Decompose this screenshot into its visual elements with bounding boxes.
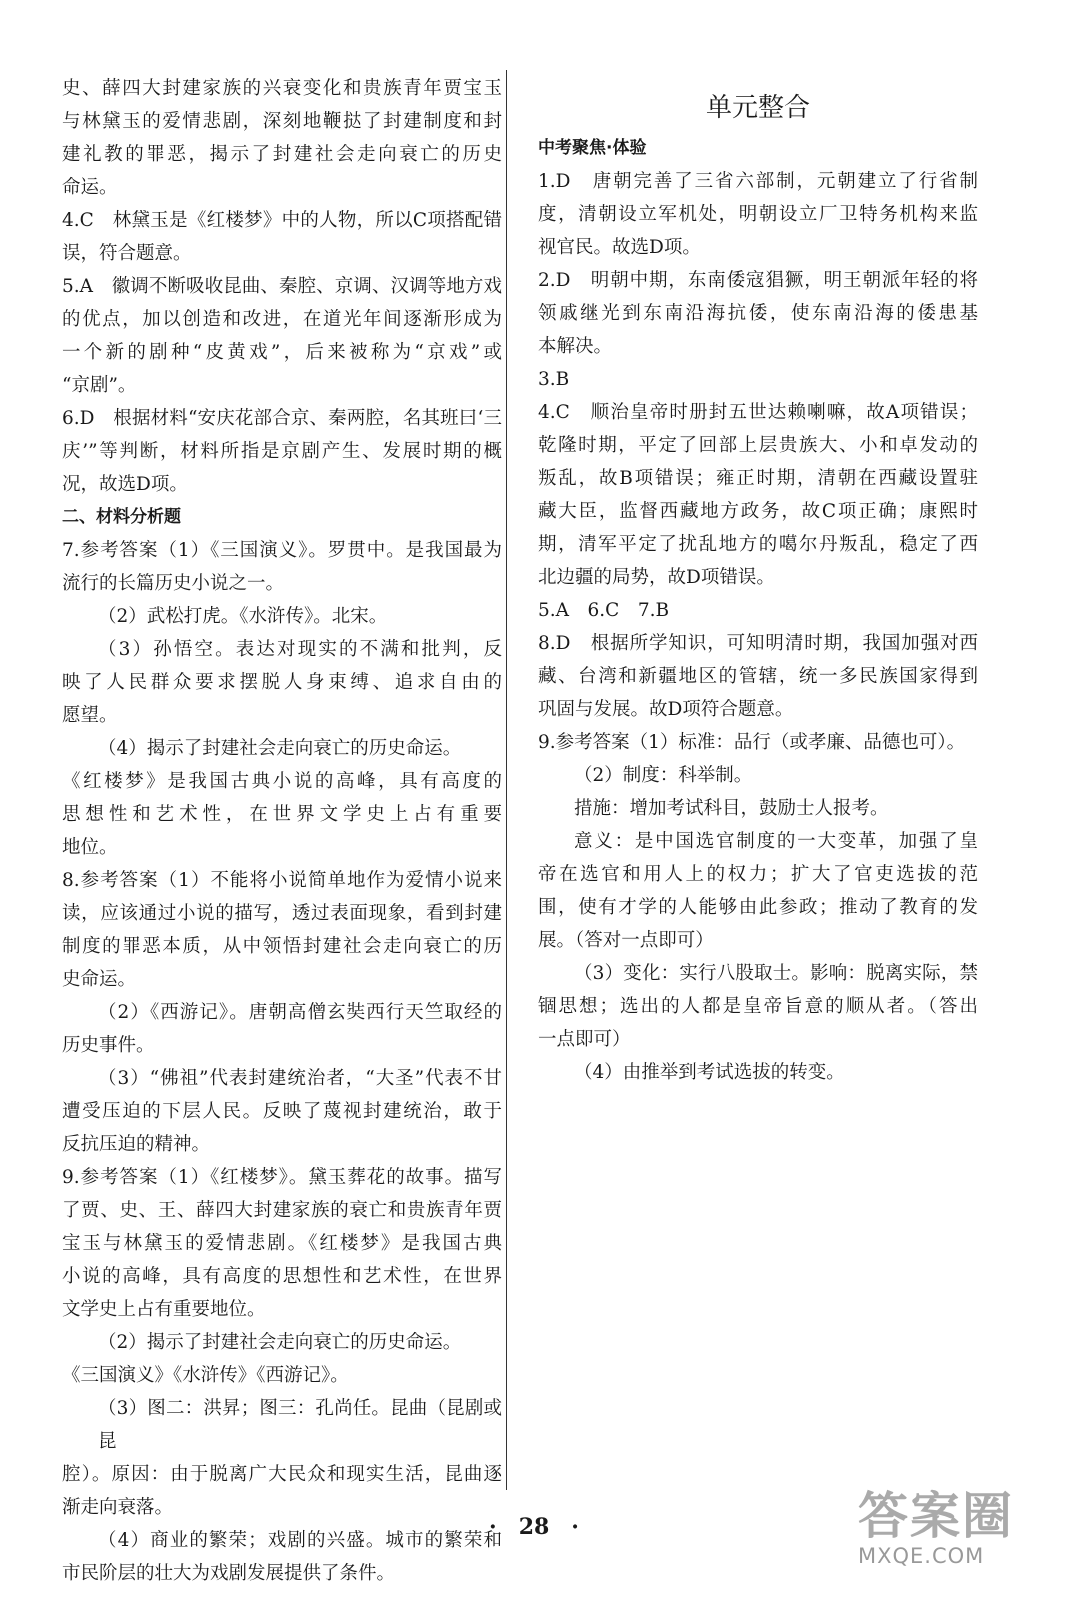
text-line: 5.A 6.C 7.B — [538, 600, 670, 621]
text-line: （3）孙悟空。表达对现实的不满和批判，反 — [98, 639, 502, 660]
text-line: 4.C 顺治皇帝时册封五世达赖喇嘛，故A项错误； — [538, 402, 978, 423]
text-line: 命运。 — [62, 177, 118, 198]
text-line: 锢思想；选出的人都是皇帝旨意的顺从者。（答出 — [538, 996, 978, 1017]
text-line: （2）武松打虎。《水浒传》。北宋。 — [98, 606, 388, 627]
text-line: 文学史上占有重要地位。 — [62, 1299, 266, 1320]
text-line: 历史事件。 — [62, 1035, 155, 1056]
text-line: 况，故选D项。 — [62, 474, 188, 495]
text-line: 思想性和艺术性，在世界文学史上占有重要 — [62, 804, 502, 825]
text-line: 史命运。 — [62, 969, 137, 990]
text-line: （4）由推举到考试选拔的转变。 — [574, 1062, 845, 1083]
text-line: （2）制度：科举制。 — [574, 765, 753, 786]
text-line: 展。（答对一点即可） — [538, 930, 714, 951]
text-line: 宝玉与林黛玉的爱情悲剧。《红楼梦》是我国古典 — [62, 1233, 502, 1254]
text-line: 措施：增加考试科目，鼓励士人报考。 — [574, 798, 889, 819]
text-line: 9.参考答案（1）《红楼梦》。黛玉葬花的故事。描写 — [62, 1167, 502, 1188]
text-line: （2）揭示了封建社会走向衰亡的历史命运。 — [98, 1332, 462, 1353]
text-line: （4）商业的繁荣；戏剧的兴盛。城市的繁荣和 — [98, 1530, 502, 1551]
text-line: 读，应该通过小说的描写，透过表面现象，看到封建 — [62, 903, 502, 924]
text-line: 的优点，加以创造和改进，在道光年间逐渐形成为 — [62, 309, 502, 330]
text-line: 《红楼梦》是我国古典小说的高峰，具有高度的 — [62, 771, 502, 792]
text-line: 渐走向衰落。 — [62, 1497, 174, 1518]
text-line: 7.参考答案（1）《三国演义》。罗贯中。是我国最为 — [62, 540, 502, 561]
text-line: 与林黛玉的爱情悲剧，深刻地鞭挞了封建制度和封 — [62, 111, 502, 132]
left-column — [62, 72, 502, 1590]
text-line: 《三国演义》《水浒传》《西游记》。 — [62, 1365, 349, 1386]
text-line: 地位。 — [62, 837, 118, 858]
text-line: 一点即可） — [538, 1029, 631, 1050]
text-line: 乾隆时期，平定了回部上层贵族大、小和卓发动的 — [538, 435, 978, 456]
text-line: 围，使有才学的人能够由此参政；推动了教育的发 — [538, 897, 978, 918]
text-line: 8.D 根据所学知识，可知明清时期，我国加强对西 — [538, 633, 978, 654]
right-column-body — [538, 132, 978, 1089]
text-line: 帝在选官和用人上的权力；扩大了官吏选拔的范 — [538, 864, 978, 885]
text-line: （2）《西游记》。唐朝高僧玄奘西行天竺取经的 — [98, 1002, 502, 1023]
text-line: （4）揭示了封建社会走向衰亡的历史命运。 — [98, 738, 462, 759]
text-line: 史、薛四大封建家族的兴衰变化和贵族青年贾宝玉 — [62, 78, 502, 99]
text-line: （3）图二：洪昇；图三：孔尚任。昆曲（昆剧或昆 — [98, 1398, 502, 1452]
text-line: 期，清军平定了扰乱地方的噶尔丹叛乱，稳定了西 — [538, 534, 978, 555]
text-line: 8.参考答案（1）不能将小说简单地作为爱情小说来 — [62, 870, 502, 891]
text-line: 藏、台湾和新疆地区的管辖，统一多民族国家得到 — [538, 666, 978, 687]
column-divider — [506, 70, 507, 1490]
text-line: 误，符合题意。 — [62, 243, 192, 264]
text-line: 度，清朝设立军机处，明朝设立厂卫特务机构来监 — [538, 204, 978, 225]
text-line: 2.D 明朝中期，东南倭寇猖獗，明王朝派年轻的将 — [538, 270, 978, 291]
text-line: 了贾、史、王、薛四大封建家族的衰亡和贵族青年贾 — [62, 1200, 502, 1221]
text-line: 领戚继光到东南沿海抗倭，使东南沿海的倭患基 — [538, 303, 978, 324]
text-line: 庆’”等判断，材料所指是京剧产生、发展时期的概 — [62, 441, 502, 462]
text-line: （3）变化：实行八股取士。影响：脱离实际，禁 — [574, 963, 978, 984]
text-line: 映了人民群众要求摆脱人身束缚、追求自由的 — [62, 672, 502, 693]
text-line: 1.D 唐朝完善了三省六部制，元朝建立了行省制 — [538, 171, 978, 192]
text-line: 建礼教的罪恶，揭示了封建社会走向衰亡的历史 — [62, 144, 502, 165]
text-line: 本解决。 — [538, 336, 613, 357]
text-line: 9.参考答案（1）标准：品行（或孝廉、品德也可）。 — [538, 732, 966, 753]
text-line: 中考聚焦·体验 — [538, 138, 647, 158]
unit-title: 单元整合 — [705, 93, 810, 123]
page-number: · 28 · — [489, 1514, 579, 1540]
text-line: 流行的长篇历史小说之一。 — [62, 573, 285, 594]
text-line: 遭受压迫的下层人民。反映了蔑视封建统治，敢于 — [62, 1101, 502, 1122]
text-line: 愿望。 — [62, 705, 118, 726]
text-line: 藏大臣，监督西藏地方政务，故C项正确；康熙时 — [538, 501, 978, 522]
text-line: 腔）。原因：由于脱离广大民众和现实生活，昆曲逐 — [62, 1464, 502, 1485]
text-line: “京剧”。 — [62, 375, 137, 396]
text-line: 二、材料分析题 — [62, 507, 181, 527]
text-line: 反抗压迫的精神。 — [62, 1134, 211, 1155]
text-line: 3.B — [538, 369, 570, 390]
text-line: 5.A 徽调不断吸收昆曲、秦腔、京调、汉调等地方戏 — [62, 276, 502, 297]
watermark — [858, 1488, 1048, 1588]
text-line: 小说的高峰，具有高度的思想性和艺术性，在世界 — [62, 1266, 502, 1287]
right-column — [538, 72, 978, 1089]
text-line: 视官民。故选D项。 — [538, 237, 701, 258]
text-line: 市民阶层的壮大为戏剧发展提供了条件。 — [62, 1563, 396, 1584]
text-line: 叛乱，故B项错误；雍正时期，清朝在西藏设置驻 — [538, 468, 978, 489]
watermark-logo: 答案圈 — [858, 1487, 1014, 1545]
text-line: 一个新的剧种“皮黄戏”，后来被称为“京戏”或 — [62, 342, 502, 363]
watermark-url: MXQE.COM — [858, 1544, 985, 1568]
text-line: 4.C 林黛玉是《红楼梦》中的人物，所以C项搭配错 — [62, 210, 502, 231]
text-line: 巩固与发展。故D项符合题意。 — [538, 699, 794, 720]
text-line: 北边疆的局势，故D项错误。 — [538, 567, 775, 588]
text-line: （3）“佛祖”代表封建统治者，“大圣”代表不甘 — [98, 1068, 502, 1089]
text-line: 制度的罪恶本质，从中领悟封建社会走向衰亡的历 — [62, 936, 502, 957]
text-line: 6.D 根据材料“安庆花部合京、秦两腔，名其班曰‘三 — [62, 408, 502, 429]
text-line: 意义：是中国选官制度的一大变革，加强了皇 — [574, 831, 978, 852]
